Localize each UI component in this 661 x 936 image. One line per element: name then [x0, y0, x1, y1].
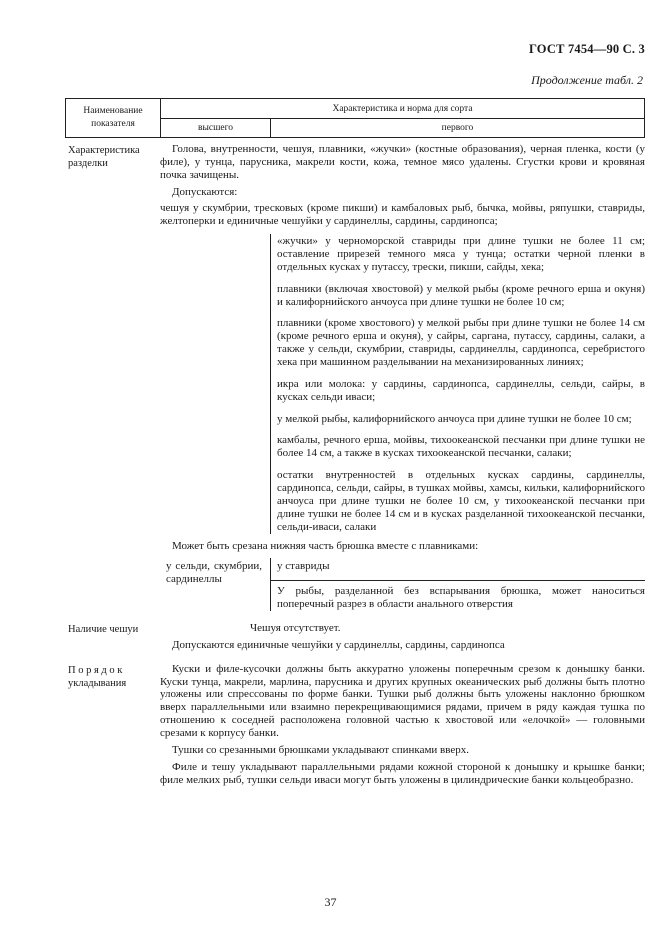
belly-trim-first-grade-value: у ставриды [277, 560, 330, 573]
scales-content [160, 622, 645, 652]
row-cutting-characteristic [65, 143, 645, 611]
belly-trim-highest-grade: у сельди, скумбрии, сардинеллы [166, 560, 262, 586]
row-label-scales: Наличие чешуи [68, 623, 139, 635]
row-scales-presence [65, 622, 645, 652]
packing-content [160, 663, 645, 787]
row-packing-order [65, 663, 645, 787]
belly-trim-first-grade-note: У рыбы, разделанной без вспарывания брюшка, может наноситься поперечный разрез в области анального отверстия [271, 580, 645, 611]
table-header [65, 98, 645, 138]
doc-reference: ГОСТ 7454—90 С. 3 [528, 42, 645, 56]
table-body [65, 138, 645, 786]
scales-allowance: Допускаются единичные чешуйки у сардинеллы, сардины, сардинопса [172, 638, 505, 651]
cutting-content [160, 143, 645, 611]
first-grade-item: камбалы, речного ерша, мойвы, тихоокеанской песчанки при длине тушки не более 14 см, а также в кусках тихоокеанской песчанки, салаки; [277, 434, 645, 460]
page-number: 37 [324, 895, 337, 909]
grade-subheaders [161, 119, 644, 137]
first-grade-item: икра или молока: у сардины, сардинопса, сардинеллы, сельди, сайры, в кусках сельди иваси; [277, 377, 645, 403]
row-label-packing: П о р я д о к укладывания [68, 664, 127, 689]
packing-paragraph-1: Куски и филе-кусочки должны быть аккуратно уложены поперечным срезом к донышку банки. Куски тунца, макрели, марлина, парусника и других крупных океанических рыб должны быть плотно уложены или спрессованы по форме банки. Тушки рыб должны быть уложены наклонно брюшком вверх параллельными или взаимно перекрещивающимися рядами, причем в ряду каждая тушка по отношению к соседней расположена головной частью к хвостовой или «елочкой» — головными срезами к корпусу банки. [160, 662, 645, 739]
belly-trim-note: Может быть срезана нижняя часть брюшка вместе с плавниками: [172, 540, 479, 553]
first-grade-allowances-block [270, 234, 645, 534]
scales-statement: Чешуя отсутствует. [250, 621, 341, 634]
packing-paragraph-3: Филе и тешу укладывают параллельными рядами кожной стороной к донышку и крышке банки; филе мелких рыб, тушки сельди иваси могут быть уложены в цилиндрические банки кольцеобразно. [160, 760, 645, 786]
cutting-allowed-heading: Допускаются: [172, 185, 238, 198]
first-grade-item: плавники (включая хвостовой) у мелкой рыбы (кроме речного ерша и окуня) и калифорнийского анчоуса при длине тушки не более 10 см; [277, 282, 645, 308]
first-grade-item: плавники (кроме хвостового) у мелкой рыбы при длине тушки не более 14 см (кроме речного ерша и окуня), у сайры, саргана, путассу, сардины, салаки, а также у сельди, скумбрии, ставриды, сардинеллы, сардинопса, серебристого хека при машинном разделывании на механизированных линиях; [277, 317, 645, 369]
column-header-indicator: Наименование показателя [66, 99, 161, 137]
belly-trim-first-grade [270, 558, 645, 611]
row-label-cutting: Характеристика разделки [68, 145, 140, 170]
cutting-intro-paragraph: Голова, внутренности, чешуя, плавники, «жучки» (костные образования), черная пленка, кости (у филе), у тунца, парусника, макрели кости, кожа, темное мясо удалены. Сгустки крови и кровяная почка зачищены. [160, 143, 645, 181]
column-header-characteristic: Характеристика и норма для сорта [161, 99, 644, 119]
column-header-grade-first: первого [441, 123, 474, 133]
column-header-grade-highest: высшего [161, 119, 271, 137]
first-grade-item: остатки внутренностей в отдельных кусках сардины, сардинеллы, сардинопса, сельди, сайры, в тушках мойвы, хамсы, кильки, калифорнийского анчоуса при длине тушки не более 10 см, у тихоокеанской песчанки при длине тушки не более 14 см и в кусках разделанной тихоокеанской песчанки, сельди-иваси, салаки [277, 469, 645, 533]
first-grade-item: у мелкой рыбы, калифорнийского анчоуса при длине тушки не более 10 см; [277, 412, 632, 425]
standard-table [65, 98, 645, 786]
table-continuation-note: Продолжение табл. 2 [531, 73, 643, 87]
column-header-right-group [161, 99, 644, 137]
first-grade-item: «жучки» у черноморской ставриды при длине тушки не более 11 см; оставление прирезей темного мяса у тунца; остатки черной пленки в отдельных кусках у путассу, трески, пикши, сайды, хека; [277, 235, 645, 273]
cutting-allowed-common: чешуя у скумбрии, тресковых (кроме пикши) и камбаловых рыб, бычка, мойвы, ряпушки, ставриды, желтоперки и единичные чешуйки у сардинеллы, сардины, сардинопса; [160, 202, 645, 228]
belly-trim-split-row [160, 558, 645, 611]
packing-paragraph-2: Тушки со срезанными брюшками укладывают спинками вверх. [172, 743, 470, 756]
